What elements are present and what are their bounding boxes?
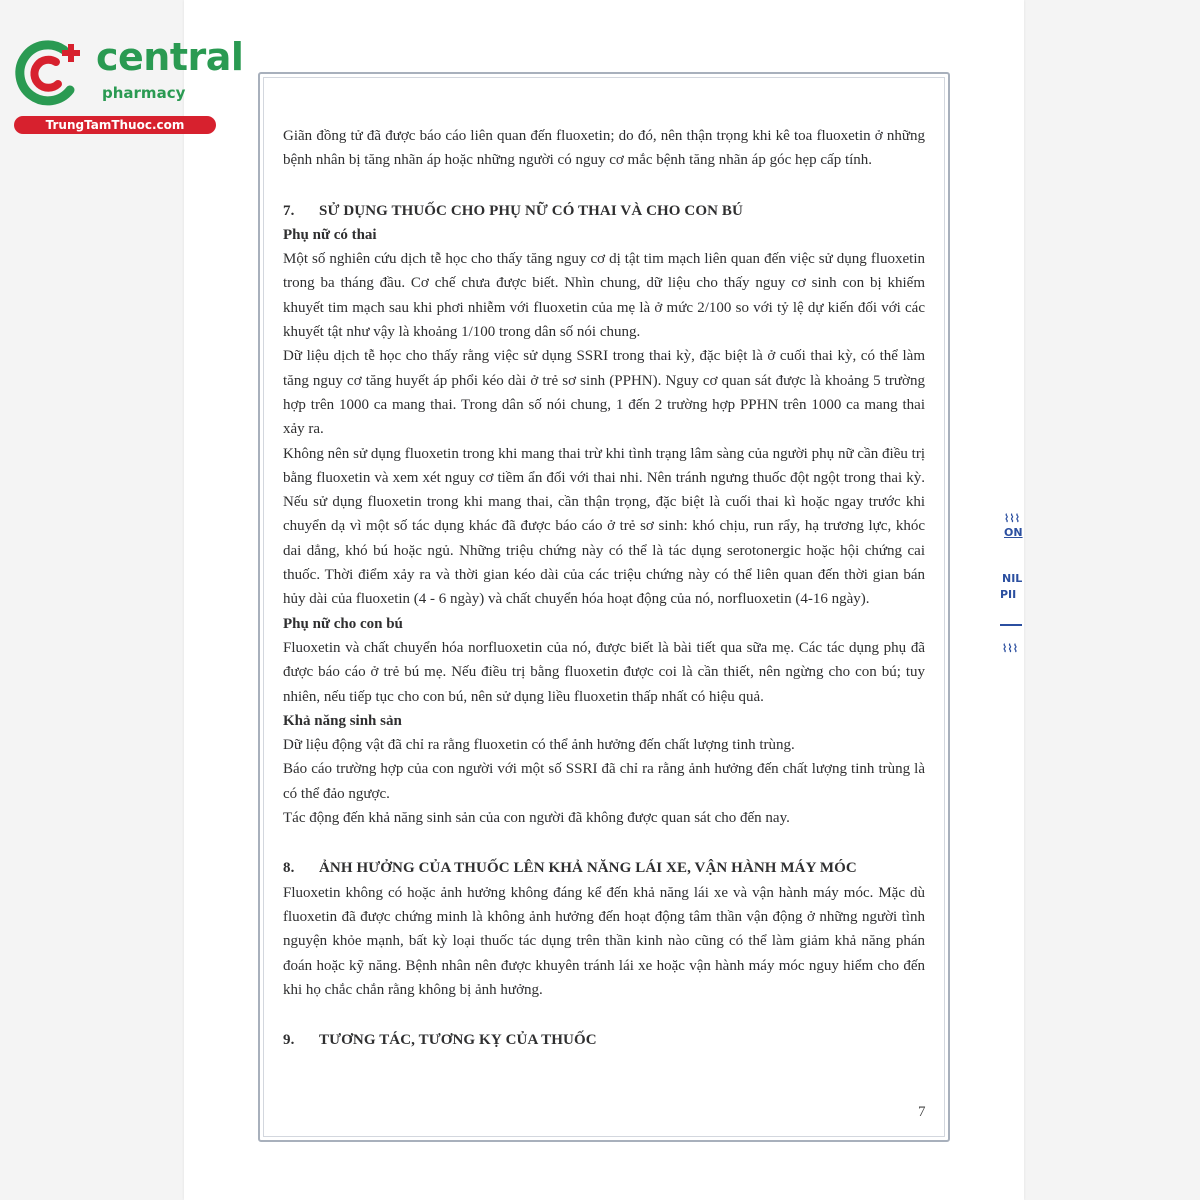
section-title: SỬ DỤNG THUỐC CHO PHỤ NỮ CÓ THAI VÀ CHO CON BÚ	[319, 202, 743, 219]
central-pharmacy-logo-icon	[10, 38, 90, 110]
paragraph: Dữ liệu động vật đã chỉ ra rằng fluoxetin có thể ảnh hưởng đến chất lượng tinh trùng.	[283, 737, 795, 754]
page-number: 7	[918, 1104, 926, 1120]
fragment-wave-icon: ⌇⌇⌇	[1004, 512, 1021, 525]
brand-name: central	[96, 35, 244, 79]
paragraph: Dữ liệu dịch tễ học cho thấy rằng việc sử dụng SSRI trong thai kỳ, đặc biệt là ở cuối thai kỳ, có thể làm tăng nguy cơ tăng huyết áp phổi kéo dài ở trẻ sơ sinh (PPHN). Nguy cơ quan sát được là khoảng 5 trường hợp trên 1000 ca mang thai. Trong dân số nói chung, 1 đến 2 trường hợp PPHN trên 1000 ca mang thai xảy ra.	[283, 348, 925, 438]
subheading-pregnancy: Phụ nữ có thai	[283, 226, 377, 243]
paragraph: Báo cáo trường hợp của con người với một số SSRI đã chỉ ra rằng ảnh hưởng đến chất lượng tinh trùng là có thể đảo ngược.	[283, 761, 925, 802]
paragraph: Fluoxetin và chất chuyển hóa norfluoxetin của nó, được biết là bài tiết qua sữa mẹ. Các tác dụng phụ đã được báo cáo ở trẻ bú mẹ. Nếu điều trị bằng fluoxetin được coi là cần thiết, nên ngừng cho con bú; tuy nhiên, nếu tiếp tục cho con bú, nên sử dụng liều fluoxetin thấp nhất có hiệu quả.	[283, 639, 925, 705]
section-number: 9.	[283, 1032, 295, 1049]
fragment-text: PII	[1000, 588, 1017, 601]
brand-subtitle: pharmacy	[102, 84, 186, 102]
intro-paragraph: Giãn đồng tử đã được báo cáo liên quan đến fluoxetin; do đó, nên thận trọng khi kê toa fluoxetin ở những bệnh nhân bị tăng nhãn áp hoặc những người có nguy cơ mắc bệnh tăng nhãn áp góc hẹp cấp tính.	[283, 128, 925, 169]
subheading-fertility: Khả năng sinh sản	[283, 712, 402, 729]
paragraph: Fluoxetin không có hoặc ảnh hưởng không đáng kể đến khả năng lái xe và vận hành máy móc. Mặc dù fluoxetin đã được chứng minh là không ảnh hưởng đến hoạt động tâm thần vận động ở những người tình nguyện khỏe mạnh, bất kỳ loại thuốc tác dụng trên thần kinh nào cũng có thể làm giảm khả năng phán đoán hoặc kỹ năng. Bệnh nhân nên được khuyên tránh lái xe hoặc vận hành máy móc nguy hiểm cho đến khi họ chắc chắn rằng không bị ảnh hưởng.	[283, 884, 925, 998]
paragraph: Một số nghiên cứu dịch tễ học cho thấy tăng nguy cơ dị tật tim mạch liên quan đến việc sử dụng fluoxetin trong ba tháng đầu. Cơ chế chưa được biết. Nhìn chung, dữ liệu cho thấy nguy cơ sinh con bị khiếm khuyết tim mạch sau khi phơi nhiễm với fluoxetin của mẹ là ở mức 2/100 so với tỷ lệ dự kiến đối với các khuyết tật như vậy là khoảng 1/100 trong dân số nói chung.	[283, 251, 925, 341]
paragraph: Không nên sử dụng fluoxetin trong khi mang thai trừ khi tình trạng lâm sàng của người phụ nữ cần điều trị bằng fluoxetin và xem xét nguy cơ tiềm ẩn đối với thai nhi. Nên tránh ngưng thuốc đột ngột trong thai kỳ. Nếu sử dụng fluoxetin trong khi mang thai, cần thận trọng, đặc biệt là cuối thai kì hoặc ngay trước khi chuyển dạ vì một số tác dụng khác đã được báo cáo ở trẻ sơ sinh: khó chịu, run rẩy, hạ trương lực, khóc dai dẳng, khó bú hoặc ngủ. Những triệu chứng này có thể là tác dụng serotonergic hoặc hội chứng cai thuốc. Thời điểm xảy ra và thời gian kéo dài của các triệu chứng này có thể liên quan đến thời gian bán hủy dài của fluoxetin (4 - 6 ngày) và chất chuyển hóa hoạt động của nó, norfluoxetin (4-16 ngày).	[283, 445, 925, 608]
document-content	[283, 124, 925, 1052]
paragraph: Tác động đến khả năng sinh sản của con người đã không được quan sát cho đến nay.	[283, 810, 790, 827]
section-number: 7.	[283, 202, 295, 219]
section-8-heading	[283, 856, 925, 880]
adjacent-page-fragment	[1000, 512, 1030, 662]
section-number: 8.	[283, 860, 295, 877]
fragment-line	[1000, 624, 1022, 626]
subheading-breastfeeding: Phụ nữ cho con bú	[283, 615, 403, 632]
fragment-text: NIL	[1002, 572, 1023, 585]
fragment-text: ON	[1004, 526, 1023, 539]
fragment-wave-icon: ⌇⌇⌇	[1002, 642, 1019, 655]
section-7-heading	[283, 199, 925, 223]
section-9-heading	[283, 1028, 925, 1052]
brand-website[interactable]: TrungTamThuoc.com	[14, 116, 216, 134]
section-title: ẢNH HƯỞNG CỦA THUỐC LÊN KHẢ NĂNG LÁI XE, VẬN HÀNH MÁY MÓC	[319, 860, 857, 877]
brand-logo[interactable]	[10, 35, 244, 140]
section-title: TƯƠNG TÁC, TƯƠNG KỴ CỦA THUỐC	[319, 1032, 597, 1049]
